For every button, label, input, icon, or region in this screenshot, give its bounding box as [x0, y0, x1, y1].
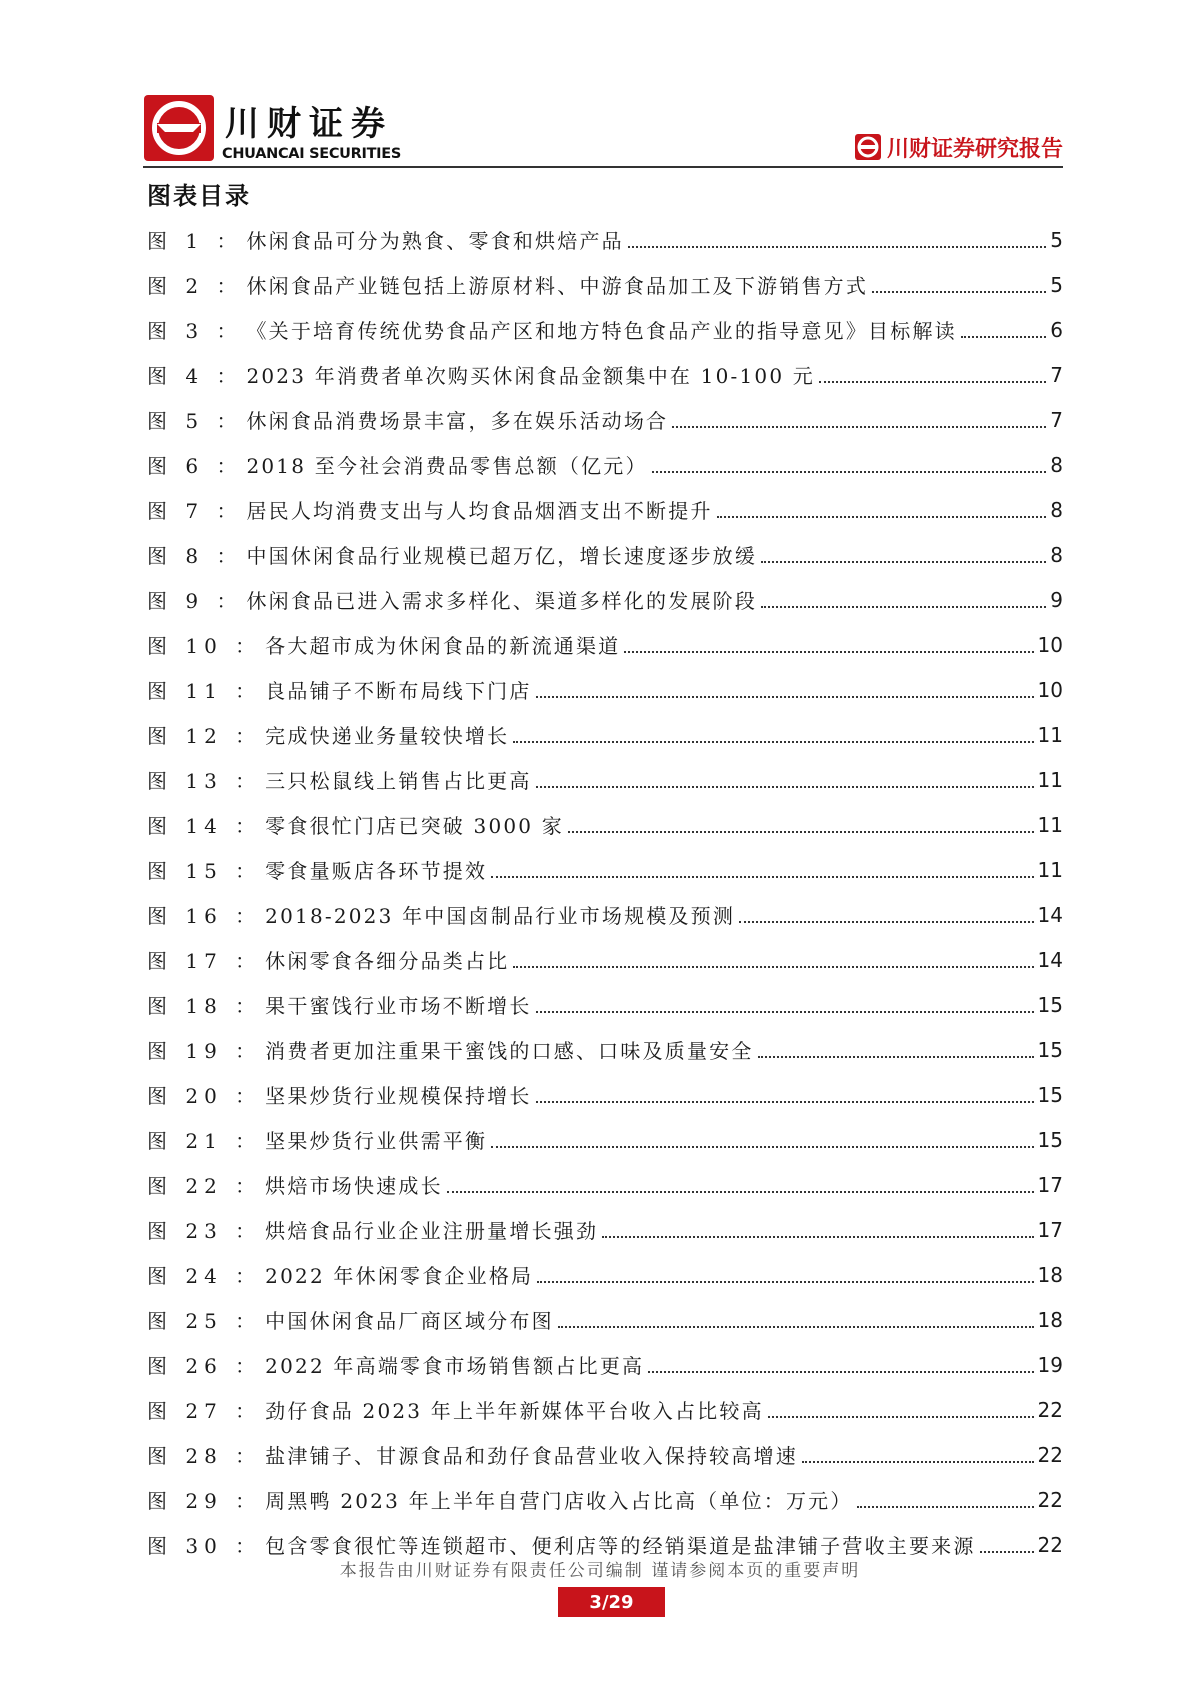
toc-entry-page: 14 — [1037, 947, 1063, 972]
toc-leader-dots — [536, 1011, 1034, 1013]
toc-leader-dots — [491, 876, 1033, 878]
toc-entry-title: 2022 年休闲零食企业格局 — [265, 1264, 534, 1288]
header-divider — [143, 166, 1063, 168]
toc-entry-label: 图 14 ： — [147, 814, 262, 838]
toc-leader-dots — [819, 381, 1046, 383]
toc-entry-page: 11 — [1037, 767, 1063, 792]
toc-entry-label: 图 9 ： — [147, 589, 243, 613]
toc-entry-title: 《关于培育传统优势食品产区和地方特色食品产业的指导意见》目标解读 — [246, 319, 957, 343]
toc-entry[interactable] — [147, 1297, 1063, 1342]
toc-leader-dots — [648, 1371, 1033, 1373]
toc-entry-page: 11 — [1037, 857, 1063, 882]
toc-entry[interactable] — [147, 1207, 1063, 1252]
toc-entry[interactable] — [147, 442, 1063, 487]
toc-entry-title: 盐津铺子、甘源食品和劲仔食品营业收入保持较高增速 — [265, 1444, 798, 1468]
brand-name-cn: 川财证券 — [225, 104, 393, 144]
toc-leader-dots — [536, 696, 1034, 698]
toc-leader-dots — [739, 921, 1033, 923]
toc-entry-title: 零食量贩店各环节提效 — [265, 859, 488, 883]
toc-entry-page: 8 — [1050, 497, 1063, 522]
toc-entry-title: 烘焙食品行业企业注册量增长强劲 — [265, 1219, 599, 1243]
toc-entry-label: 图 2 ： — [147, 274, 243, 298]
report-label — [854, 132, 1063, 162]
toc-entry-title: 三只松鼠线上销售占比更高 — [265, 769, 532, 793]
toc-entry[interactable] — [147, 487, 1063, 532]
toc-entry-title: 烘焙市场快速成长 — [265, 1174, 443, 1198]
toc-leader-dots — [761, 561, 1046, 563]
toc-entry-label: 图 12 ： — [147, 724, 262, 748]
toc-entry-label: 图 22 ： — [147, 1174, 262, 1198]
toc-entry-label: 图 10 ： — [147, 634, 262, 658]
toc-entry-title: 休闲食品产业链包括上游原材料、中游食品加工及下游销售方式 — [246, 274, 869, 298]
toc-entry-label: 图 23 ： — [147, 1219, 262, 1243]
toc-leader-dots — [624, 651, 1033, 653]
toc-leader-dots — [447, 1191, 1034, 1193]
toc-entry-page: 11 — [1037, 722, 1063, 747]
toc-entry-page: 15 — [1037, 1082, 1063, 1107]
toc-entry-page: 11 — [1037, 812, 1063, 837]
toc-entry-title: 各大超市成为休闲食品的新流通渠道 — [265, 634, 621, 658]
toc-leader-dots — [961, 336, 1046, 338]
toc-entry-page: 15 — [1037, 992, 1063, 1017]
toc-entry-label: 图 30 ： — [147, 1534, 262, 1558]
toc-entry[interactable] — [147, 352, 1063, 397]
toc-entry-title: 中国休闲食品行业规模已超万亿，增长速度逐步放缓 — [246, 544, 758, 568]
toc-leader-dots — [491, 1146, 1033, 1148]
toc-leader-dots — [568, 831, 1034, 833]
toc-entry-label: 图 17 ： — [147, 949, 262, 973]
toc-entry[interactable] — [147, 982, 1063, 1027]
toc-entry-title: 休闲食品可分为熟食、零食和烘焙产品 — [246, 229, 624, 253]
page-header — [143, 94, 1063, 168]
toc-entry-label: 图 7 ： — [147, 499, 243, 523]
toc-entry-page: 17 — [1037, 1172, 1063, 1197]
toc-entry[interactable] — [147, 622, 1063, 667]
figure-toc-list — [147, 217, 1063, 1567]
toc-entry[interactable] — [147, 577, 1063, 622]
toc-entry[interactable] — [147, 1477, 1063, 1522]
toc-entry-page: 19 — [1037, 1352, 1063, 1377]
toc-entry-label: 图 26 ： — [147, 1354, 262, 1378]
toc-leader-dots — [980, 1551, 1034, 1553]
toc-entry-title: 2018 至今社会消费品零售总额（亿元） — [246, 454, 648, 478]
toc-leader-dots — [602, 1236, 1033, 1238]
toc-entry-page: 15 — [1037, 1127, 1063, 1152]
toc-entry[interactable] — [147, 667, 1063, 712]
toc-entry-title: 劲仔食品 2023 年上半年新媒体平台收入占比较高 — [265, 1399, 764, 1423]
toc-entry-page: 17 — [1037, 1217, 1063, 1242]
toc-entry-page: 14 — [1037, 902, 1063, 927]
toc-entry-title: 周黑鸭 2023 年上半年自营门店收入占比高（单位：万元） — [265, 1489, 853, 1513]
toc-entry-page: 8 — [1050, 452, 1063, 477]
toc-entry-label: 图 19 ： — [147, 1039, 262, 1063]
toc-entry-page: 15 — [1037, 1037, 1063, 1062]
toc-entry-label: 图 11 ： — [147, 679, 262, 703]
toc-entry-title: 休闲零食各细分品类占比 — [265, 949, 510, 973]
toc-entry-label: 图 3 ： — [147, 319, 243, 343]
toc-entry-page: 7 — [1050, 407, 1063, 432]
toc-entry-label: 图 5 ： — [147, 409, 243, 433]
toc-entry[interactable] — [147, 1027, 1063, 1072]
toc-entry-title: 坚果炒货行业规模保持增长 — [265, 1084, 532, 1108]
toc-leader-dots — [802, 1461, 1034, 1463]
toc-entry[interactable] — [147, 532, 1063, 577]
toc-leader-dots — [513, 741, 1033, 743]
toc-entry[interactable] — [147, 397, 1063, 442]
section-title: 图表目录 — [147, 182, 251, 210]
toc-entry-label: 图 13 ： — [147, 769, 262, 793]
toc-entry-label: 图 6 ： — [147, 454, 243, 478]
chuancai-logo-icon — [143, 94, 215, 162]
toc-entry-title: 2018-2023 年中国卤制品行业市场规模及预测 — [265, 904, 736, 928]
toc-entry[interactable] — [147, 802, 1063, 847]
toc-entry[interactable] — [147, 847, 1063, 892]
page-indicator: 3/29 — [558, 1587, 665, 1617]
toc-entry[interactable] — [147, 712, 1063, 757]
toc-entry-title: 休闲食品消费场景丰富，多在娱乐活动场合 — [246, 409, 669, 433]
toc-entry[interactable] — [147, 892, 1063, 937]
toc-entry-title: 消费者更加注重果干蜜饯的口感、口味及质量安全 — [265, 1039, 754, 1063]
toc-entry-label: 图 16 ： — [147, 904, 262, 928]
toc-leader-dots — [758, 1056, 1034, 1058]
toc-entry-page: 18 — [1037, 1262, 1063, 1287]
toc-entry-page: 9 — [1050, 587, 1063, 612]
toc-entry-label: 图 1 ： — [147, 229, 243, 253]
toc-entry[interactable] — [147, 1342, 1063, 1387]
toc-entry-title: 良品铺子不断布局线下门店 — [265, 679, 532, 703]
toc-entry-page: 5 — [1050, 272, 1063, 297]
toc-entry-page: 10 — [1037, 677, 1063, 702]
toc-entry-page: 10 — [1037, 632, 1063, 657]
toc-entry-title: 果干蜜饯行业市场不断增长 — [265, 994, 532, 1018]
toc-leader-dots — [536, 1101, 1034, 1103]
toc-entry-title: 2023 年消费者单次购买休闲食品金额集中在 10-100 元 — [246, 364, 816, 388]
toc-entry-page: 22 — [1037, 1397, 1063, 1422]
toc-leader-dots — [537, 1281, 1033, 1283]
toc-entry[interactable] — [147, 217, 1063, 262]
toc-entry[interactable] — [147, 262, 1063, 307]
toc-entry[interactable] — [147, 757, 1063, 802]
toc-leader-dots — [768, 1416, 1034, 1418]
toc-entry[interactable] — [147, 1252, 1063, 1297]
footer-disclaimer: 本报告由川财证券有限责任公司编制 谨请参阅本页的重要声明 — [339, 1561, 861, 1581]
toc-entry-title: 完成快递业务量较快增长 — [265, 724, 510, 748]
toc-entry[interactable] — [147, 1432, 1063, 1477]
toc-leader-dots — [761, 606, 1046, 608]
toc-leader-dots — [857, 1506, 1034, 1508]
chuancai-small-logo-icon — [854, 133, 882, 161]
toc-entry-page: 18 — [1037, 1307, 1063, 1332]
toc-entry-page: 5 — [1050, 227, 1063, 252]
toc-entry-page: 22 — [1037, 1532, 1063, 1557]
toc-leader-dots — [717, 516, 1047, 518]
toc-entry-label: 图 4 ： — [147, 364, 243, 388]
toc-leader-dots — [513, 966, 1033, 968]
toc-entry-title: 休闲食品已进入需求多样化、渠道多样化的发展阶段 — [246, 589, 758, 613]
toc-entry-label: 图 25 ： — [147, 1309, 262, 1333]
toc-entry-label: 图 20 ： — [147, 1084, 262, 1108]
toc-leader-dots — [536, 786, 1034, 788]
toc-entry[interactable] — [147, 1072, 1063, 1117]
toc-entry[interactable] — [147, 1387, 1063, 1432]
toc-entry-page: 8 — [1050, 542, 1063, 567]
toc-entry-label: 图 27 ： — [147, 1399, 262, 1423]
toc-leader-dots — [558, 1326, 1034, 1328]
toc-entry-title: 中国休闲食品厂商区域分布图 — [265, 1309, 554, 1333]
toc-entry[interactable] — [147, 1162, 1063, 1207]
report-label-text: 川财证券研究报告 — [886, 136, 1063, 162]
toc-leader-dots — [628, 246, 1046, 248]
toc-entry[interactable] — [147, 937, 1063, 982]
toc-entry-title: 零食很忙门店已突破 3000 家 — [265, 814, 564, 838]
toc-entry-label: 图 15 ： — [147, 859, 262, 883]
toc-entry-label: 图 21 ： — [147, 1129, 262, 1153]
toc-leader-dots — [872, 291, 1046, 293]
toc-entry-page: 22 — [1037, 1487, 1063, 1512]
toc-entry-title: 居民人均消费支出与人均食品烟酒支出不断提升 — [246, 499, 713, 523]
toc-entry-title: 包含零食很忙等连锁超市、便利店等的经销渠道是盐津铺子营收主要来源 — [265, 1534, 976, 1558]
toc-entry[interactable] — [147, 1117, 1063, 1162]
toc-entry-label: 图 8 ： — [147, 544, 243, 568]
toc-entry-label: 图 29 ： — [147, 1489, 262, 1513]
toc-entry-title: 2022 年高端零食市场销售额占比更高 — [265, 1354, 645, 1378]
brand-name-en: CHUANCAI SECURITIES — [222, 146, 402, 162]
toc-entry-label: 图 28 ： — [147, 1444, 262, 1468]
toc-entry-title: 坚果炒货行业供需平衡 — [265, 1129, 488, 1153]
toc-leader-dots — [652, 471, 1047, 473]
toc-entry-label: 图 24 ： — [147, 1264, 262, 1288]
toc-entry-page: 22 — [1037, 1442, 1063, 1467]
toc-entry-page: 7 — [1050, 362, 1063, 387]
toc-entry-page: 6 — [1050, 317, 1063, 342]
toc-leader-dots — [672, 426, 1046, 428]
toc-entry[interactable] — [147, 307, 1063, 352]
toc-entry-label: 图 18 ： — [147, 994, 262, 1018]
